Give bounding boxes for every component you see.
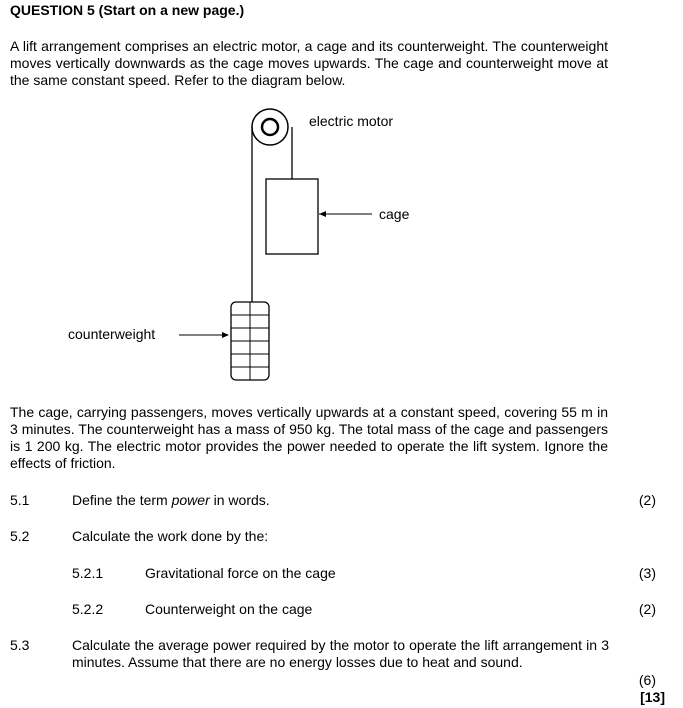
question-text-part: in words. <box>209 492 270 508</box>
question-text-part: Define the term <box>72 492 172 508</box>
question-number: 5.3 <box>10 637 30 653</box>
cage-box <box>266 179 318 254</box>
subquestion-number: 5.2.2 <box>72 601 104 617</box>
question-number: 5.2 <box>10 528 30 544</box>
counterweight-arrow-head <box>222 332 229 338</box>
question-number: 5.1 <box>10 492 30 508</box>
cage-arrow-head <box>319 211 326 217</box>
subquestion-text: Counterweight on the cage <box>145 601 313 617</box>
question-text-emphasis: power <box>171 492 210 508</box>
question-heading: QUESTION 5 (Start on a new page.) <box>10 2 245 18</box>
motor-label: electric motor <box>309 113 394 129</box>
cage-label: cage <box>379 206 410 222</box>
counterweight-label: counterweight <box>68 326 156 342</box>
question-total-marks: [13] <box>640 689 665 705</box>
subquestion-marks: (3) <box>638 565 656 581</box>
subquestion-text: Gravitational force on the cage <box>145 565 336 581</box>
question-marks: (6) <box>638 672 656 688</box>
motor-pulley-inner <box>262 119 278 135</box>
question-text <box>72 492 270 509</box>
question-text: Calculate the work done by the: <box>72 528 269 544</box>
question-text: Calculate the average power required by the motor to operate the lift arrangement in 3 minutes. Assume that there are no energy losses due to heat and sound. <box>72 637 609 670</box>
subquestion-marks: (2) <box>638 601 656 617</box>
subquestion-number: 5.2.1 <box>72 565 104 581</box>
intro-paragraph: A lift arrangement comprises an electric motor, a cage and its counterweight. The counterweight moves vertically downwards as the cage moves upwards. The cage and counterweight move at the same constant speed. Refer to the diagram below. <box>10 38 608 88</box>
question-marks: (2) <box>638 492 656 508</box>
body-paragraph: The cage, carrying passengers, moves vertically upwards at a constant speed, covering 55 m in 3 minutes. The counterweight has a mass of 950 kg. The total mass of the cage and passengers is 1 200 kg. The electric motor provides the power needed to operate the lift system. Ignore the effects of friction. <box>10 404 608 471</box>
